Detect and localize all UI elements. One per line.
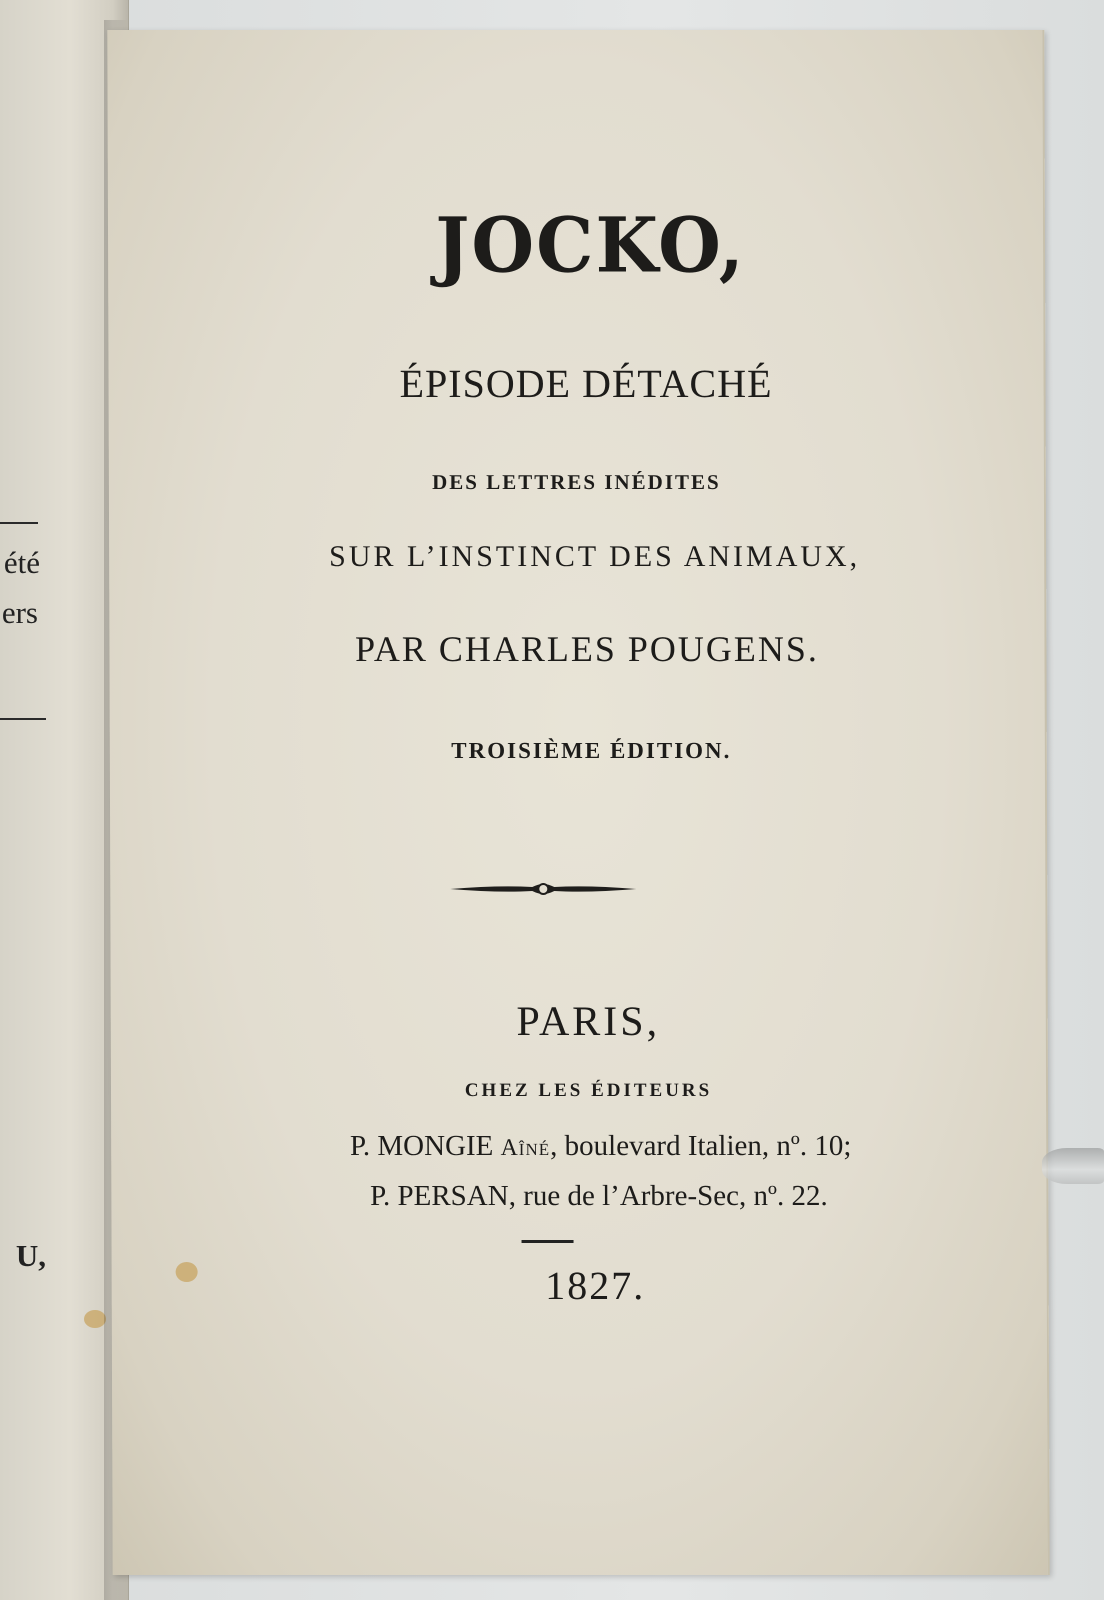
author-line: PAR CHARLES POUGENS.: [355, 629, 819, 669]
left-page-fragment: ers: [1, 595, 38, 630]
ornament-divider-icon: [448, 878, 638, 900]
short-rule: [522, 1240, 574, 1243]
title-page: [107, 30, 1049, 1575]
foxing-spot: [84, 1310, 106, 1328]
publishers-intro: CHEZ LES ÉDITEURS: [464, 1080, 713, 1101]
publisher-2-name: P. PERSAN: [369, 1180, 509, 1212]
left-page-fragment: été: [3, 545, 40, 580]
publisher-1-name: P. MONGIE: [349, 1130, 494, 1162]
book-title: JOCKO,: [435, 199, 746, 290]
left-page-rule: [0, 522, 38, 524]
topic-line: SUR L’INSTINCT DES ANIMAUX,: [329, 540, 861, 573]
foxing-spot: [176, 1262, 198, 1282]
left-page-fragment: U,: [15, 1238, 46, 1273]
publisher-1-address: , boulevard Italien, nº. 10;: [550, 1130, 852, 1162]
right-edge-mark: [1042, 1148, 1104, 1184]
edition-line: TROISIÈME ÉDITION.: [451, 738, 732, 763]
publisher-line-2: [131, 1180, 1066, 1213]
book-subtitle: ÉPISODE DÉTACHÉ: [399, 361, 773, 406]
publication-year: 1827.: [545, 1263, 646, 1308]
imprint-city: PARIS,: [516, 999, 661, 1045]
publisher-2-address: , rue de l’Arbre-Sec, nº. 22.: [508, 1180, 828, 1212]
publisher-line-1: [133, 1130, 1068, 1163]
left-page-rule: [0, 718, 46, 720]
publisher-1-qualifier: Aîné: [500, 1135, 551, 1161]
series-line: DES LETTRES INÉDITES: [432, 470, 721, 494]
